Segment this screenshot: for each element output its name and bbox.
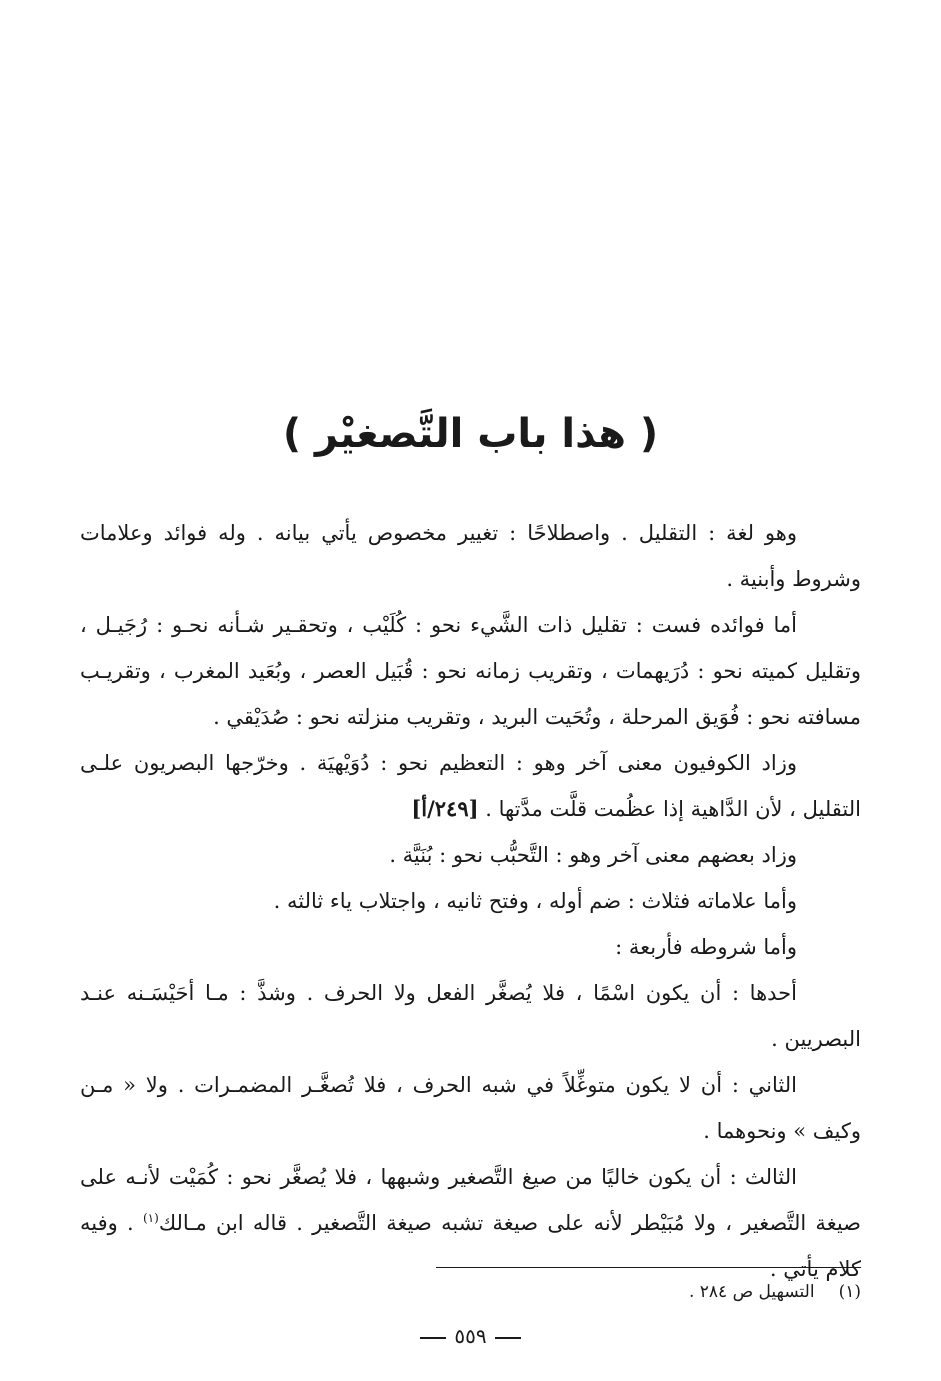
paragraph-endearment: وزاد بعضهم معنى آخر وهو : التَّحبُّب نحو : بُنَيَّة . <box>389 843 797 867</box>
paragraph-conditions-heading: وأما شروطه فأربعة : <box>615 935 797 959</box>
footnote <box>80 1276 861 1308</box>
paragraph-condition-1: أحدها : أن يكون اسْمًا ، فلا يُصغَّر الفعل ولا الحرف . وشذَّ : مـا أحَيْسَـنه عنـد البصريين . <box>80 981 861 1051</box>
folio-dash-right <box>495 1337 521 1339</box>
footnote-text: التسهيل ص ٢٨٤ . <box>688 1282 815 1302</box>
paragraph-condition-2: الثاني : أن لا يكون متوغِّلاً في شبه الحرف ، فلا تُصغَّـر المضمـرات . ولا « مـن وكيف » ونحوهما . <box>80 1073 861 1143</box>
paragraph-intro: وهو لغة : التقليل . واصطلاحًا : تغيير مخصوص يأتي بيانه . وله فوائد وعلامات وشروط وأبنية . <box>80 521 861 591</box>
footnote-number: (١) <box>838 1282 861 1302</box>
page-number <box>0 1318 941 1354</box>
paragraph-kufans: وزاد الكوفيون معنى آخر وهو : التعظيم نحو : دُوَيْهيَة . وخرّجها البصريون علـى التقليل ، لأن الدَّاهية إذا عظُمت قلَّت مدَّتها . [٢٤٩/أ] <box>80 751 861 821</box>
footnote-reference[interactable]: (١) <box>142 1211 159 1225</box>
paragraph-condition-3: الثالث : أن يكون خاليًا من صيغ التَّصغير وشبهها ، فلا يُصغَّر نحو : كُمَيْت لأنـه على صيغة التَّصغير ، ولا مُبَيْطر لأنه على صيغة تشبه صيغة التَّصغير . قاله ابن مـالك$^{(١)}$ . وفيه كلام يأتي . <box>80 1165 861 1281</box>
paragraph-signs: وأما علاماته فثلاث : ضم أوله ، وفتح ثانيه ، واجتلاب ياء ثالثه . <box>273 889 797 913</box>
page-number-value: ٥٥٩ <box>454 1324 487 1348</box>
folio-dash-left <box>420 1337 446 1339</box>
chapter-title: ( هذا باب التَّصغيْر ) <box>282 411 659 457</box>
body-text <box>80 510 861 1292</box>
footnote-divider <box>436 1267 861 1268</box>
paragraph-benefits: أما فوائده فست : تقليل ذات الشَّيء نحو : كُلَيْب ، وتحقـير شـأنه نحـو : رُجَيـل ، وتقليل كميته نحو : دُرَيهمات ، وتقريب زمانه نحو : قُبَيل العصر ، وبُعَيد المغرب ، وتقريـب مسافته نحو : فُوَيق المرحلة ، وتُحَيت البريد ، وتقريب منزلته نحو : صُدَيْقي . <box>80 613 861 729</box>
manuscript-folio-marker: [٢٤٩/أ] <box>411 796 479 821</box>
